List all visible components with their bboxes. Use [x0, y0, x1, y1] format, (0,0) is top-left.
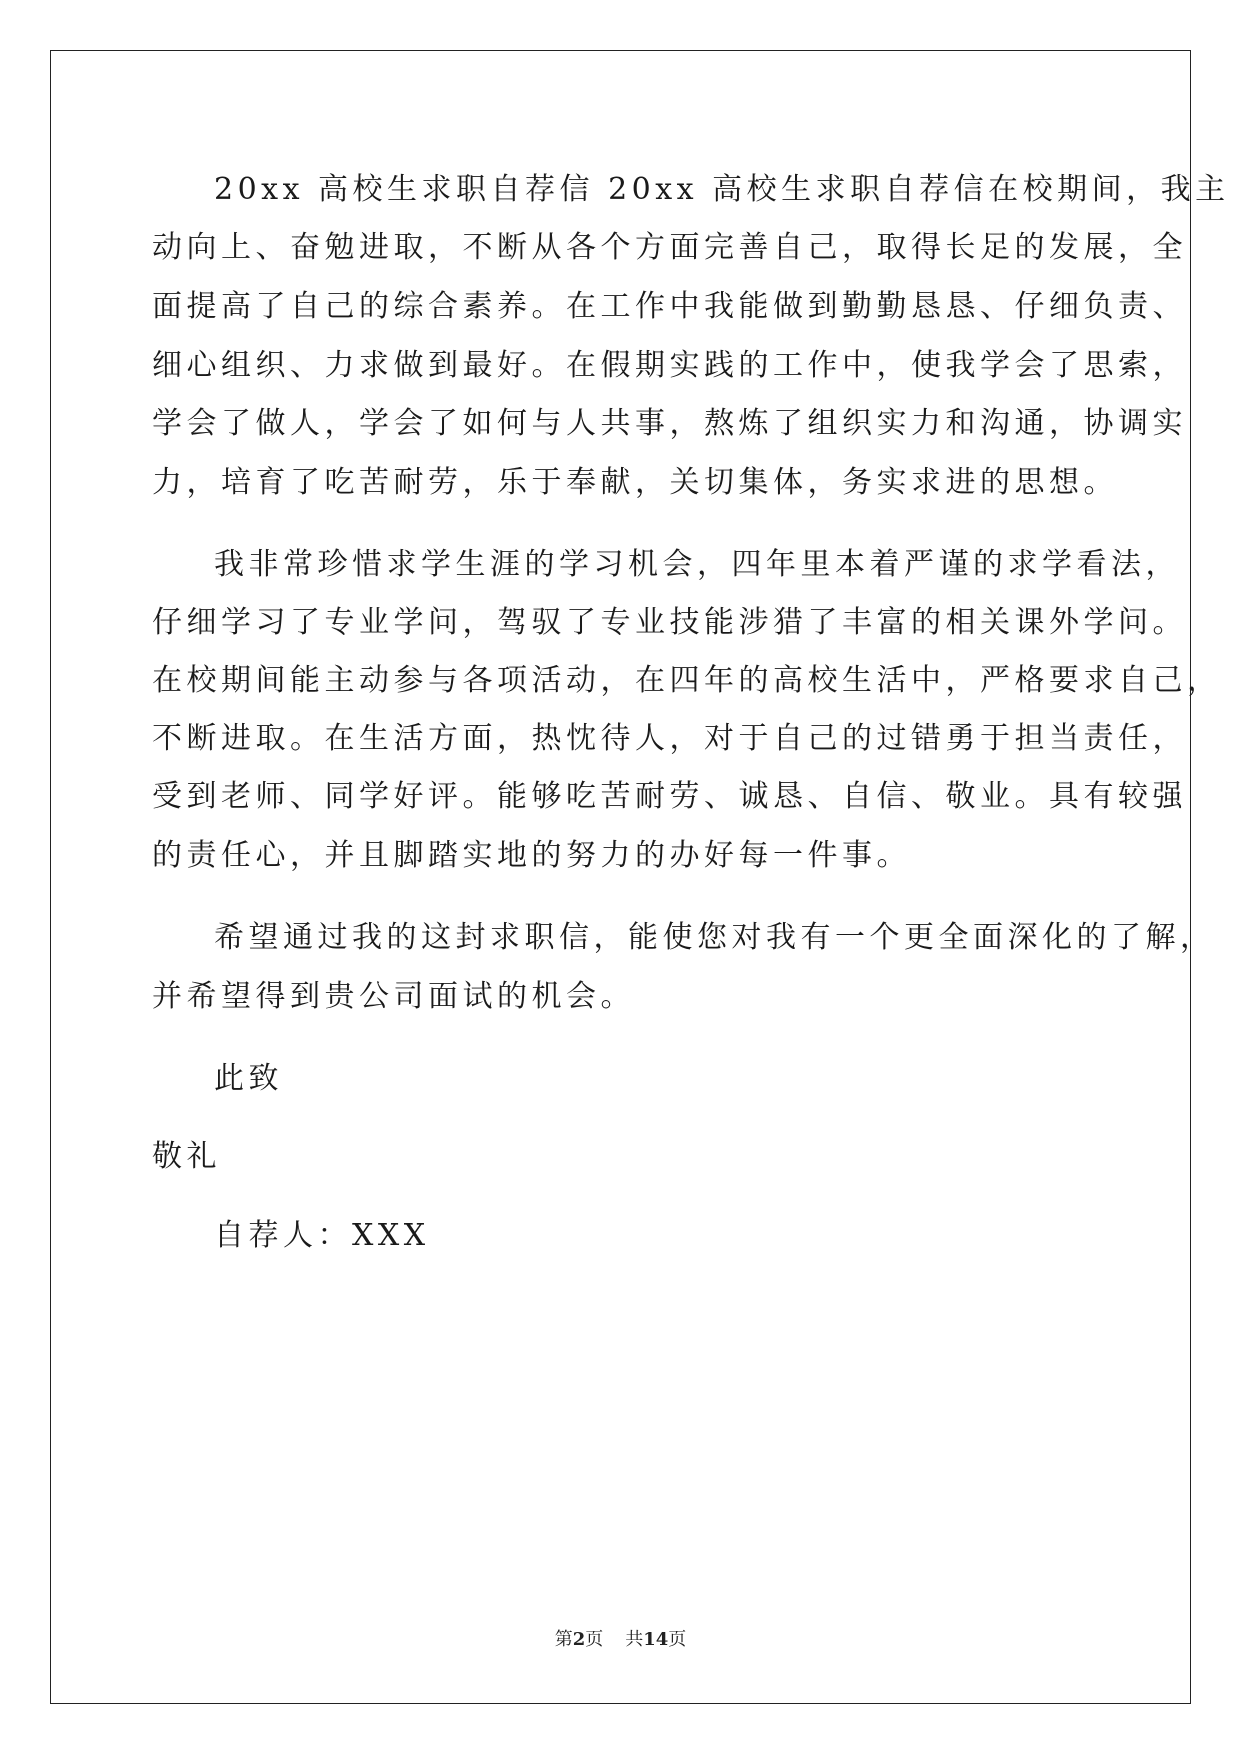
total-pages: 14 — [643, 1629, 669, 1650]
page-number: 2 — [572, 1629, 586, 1650]
paragraph-2-line-2: 仔细学习了专业学问，驾驭了专业技能涉猎了丰富的相关课外学问。 — [152, 605, 1187, 640]
paragraph-1-line-3: 面提高了自己的综合素养。在工作中我能做到勤勤恳恳、仔细负责、 — [152, 289, 1187, 324]
paragraph-1-line-2: 动向上、奋勉进取，不断从各个方面完善自己，取得长足的发展，全 — [152, 230, 1187, 265]
page-suffix: 页 — [585, 1629, 604, 1650]
signature-line: 自荐人：XXX — [214, 1218, 430, 1253]
closing-salutation: 此致 — [214, 1061, 283, 1096]
paragraph-2-line-4: 不断进取。在生活方面，热忱待人，对于自己的过错勇于担当责任， — [152, 721, 1187, 756]
total-prefix: 共 — [625, 1629, 644, 1650]
paragraph-2-line-6: 的责任心，并且脚踏实地的努力的办好每一件事。 — [152, 838, 911, 873]
paragraph-2-line-3: 在校期间能主动参与各项活动，在四年的高校生活中，严格要求自己， — [152, 663, 1222, 698]
paragraph-1-line-1: 20xx 高校生求职自荐信 20xx 高校生求职自荐信在校期间，我主 — [214, 172, 1230, 207]
paragraph-1-line-6: 力，培育了吃苦耐劳，乐于奉献，关切集体，务实求进的思想。 — [152, 465, 1118, 500]
paragraph-3-line-1: 希望通过我的这封求职信，能使您对我有一个更全面深化的了解， — [214, 920, 1215, 955]
paragraph-1-line-4: 细心组织、力求做到最好。在假期实践的工作中，使我学会了思索， — [152, 348, 1187, 383]
closing-regards: 敬礼 — [152, 1139, 221, 1174]
paragraph-1-line-5: 学会了做人，学会了如何与人共事，熬炼了组织实力和沟通，协调实 — [152, 406, 1187, 441]
page-prefix: 第 — [554, 1629, 573, 1650]
total-suffix: 页 — [668, 1629, 687, 1650]
paragraph-2-line-1: 我非常珍惜求学生涯的学习机会，四年里本着严谨的求学看法， — [214, 547, 1180, 582]
paragraph-3-line-2: 并希望得到贵公司面试的机会。 — [152, 979, 635, 1014]
page-footer — [0, 1628, 1241, 1652]
paragraph-2-line-5: 受到老师、同学好评。能够吃苦耐劳、诚恳、自信、敬业。具有较强 — [152, 779, 1187, 814]
